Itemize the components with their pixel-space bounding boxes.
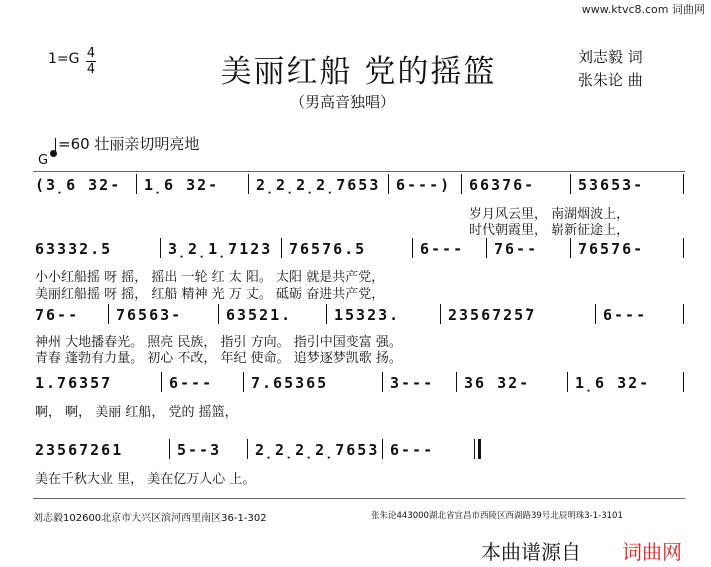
barline (382, 439, 383, 459)
barline (461, 174, 462, 194)
measure: 1̣6 32- (575, 374, 651, 392)
lyric-line: 神州 大地播春光。 照亮 民族， 指引 方向。 指引中国变富 强。 (35, 335, 402, 350)
barline (474, 439, 475, 459)
measure: 76563- (116, 306, 183, 324)
measure: 76576.5 (289, 240, 367, 258)
barline (595, 304, 596, 324)
composer-credit: 张朱论 曲 (578, 71, 643, 89)
measure: 15323. (334, 306, 401, 324)
measure: (3̣6 32- (35, 176, 122, 194)
barline (247, 439, 248, 459)
barline (248, 174, 249, 194)
lyric-line: 青春 蓬勃有力量。 初心 不改， 年纪 使命。 追梦逐梦凯歌 扬。 (35, 351, 402, 366)
lyric-line: 美在千秋大业 里， 美在亿万人心 上。 (35, 472, 256, 487)
barline (440, 304, 441, 324)
measure: 76-- (494, 240, 539, 258)
measure: 7.65365 (251, 374, 329, 392)
barline (412, 238, 413, 258)
barline (169, 439, 170, 459)
barline (456, 372, 457, 392)
brand-logo-text[interactable]: 词曲网 (622, 540, 682, 564)
tempo-marking: =60 壮丽亲切明亮地 (58, 135, 200, 153)
measure: 2̣2̣2̣2̣7653 (255, 441, 380, 459)
lyricist-credit: 刘志毅 词 (578, 48, 643, 66)
barline (218, 304, 219, 324)
measure: 63332.5 (35, 240, 113, 258)
measure: 23567261 (35, 441, 124, 459)
barline (243, 372, 244, 392)
song-title: 美丽红船 党的摇篮 (220, 54, 497, 90)
lyricist-address: 刘志毅102600北京市大兴区滨河西里南区36-1-302 (33, 513, 267, 524)
barline (683, 372, 684, 392)
measure: 1̣6 32- (144, 176, 220, 194)
measure: 6--- (603, 306, 648, 324)
barline (108, 304, 109, 324)
barline (486, 238, 487, 258)
barline (683, 304, 684, 324)
tempo-sign: G (38, 153, 49, 168)
meter-bottom: 4 (86, 62, 96, 77)
lyric-line: 小小红船摇 呀 摇， 摇出 一轮 红 太 阳。 太阳 就是共产党， (35, 270, 385, 285)
staff-top-rule (33, 171, 685, 172)
final-barline (478, 439, 481, 459)
measure: 6--- (169, 374, 214, 392)
lyric-line: 时代朝霞里， 崭新征途上， (469, 223, 630, 238)
barline (567, 372, 568, 392)
barline (570, 238, 571, 258)
measure: 1.76357 (35, 374, 113, 392)
measure: 6--- (390, 441, 435, 459)
measure: 53653- (578, 176, 645, 194)
lyric-line: 岁月风云里， 南湖烟波上， (469, 207, 630, 222)
measure: 2356725̇7 (448, 306, 537, 324)
barline (683, 174, 684, 194)
composer-address: 张朱论443000湖北省宜昌市西陵区西湖路39号北辰明珠3-1-3101 (371, 511, 623, 521)
barline (388, 174, 389, 194)
meter-top: 4 (86, 46, 96, 61)
measure: 76-- (35, 306, 80, 324)
song-subtitle: （男高音独唱） (290, 93, 396, 111)
measure: 66376- (469, 176, 536, 194)
barline (160, 238, 161, 258)
source-note: 本曲谱源自 (481, 540, 581, 564)
measure: 5--3 (177, 441, 222, 459)
lyric-line: 美丽红船摇 呀 摇， 红船 精神 光 万 丈。 砥砺 奋进共产党， (35, 287, 385, 302)
measure: 63521. (226, 306, 293, 324)
barline (136, 174, 137, 194)
measure: 36 32- (464, 374, 531, 392)
barline (161, 372, 162, 392)
key-signature: 1=G (48, 51, 80, 67)
tempo-note-icon (50, 150, 57, 157)
barline (382, 372, 383, 392)
measure: 3̣2̣1̣7123 (168, 240, 273, 258)
barline (281, 238, 282, 258)
barline (326, 304, 327, 324)
barline (570, 174, 571, 194)
barline (683, 238, 684, 258)
measure: 3--- (390, 374, 435, 392)
measure: 6---) (396, 176, 452, 194)
lyric-line: 啊， 啊， 美丽 红船， 党的 摇篮， (35, 405, 238, 420)
measure: 2̣2̣2̣2̣7653 (256, 176, 381, 194)
site-link[interactable]: www.ktvc8.com 词曲网 (581, 3, 705, 16)
measure: 6--- (420, 240, 465, 258)
measure: 76576- (578, 240, 645, 258)
footer-rule (33, 498, 685, 499)
